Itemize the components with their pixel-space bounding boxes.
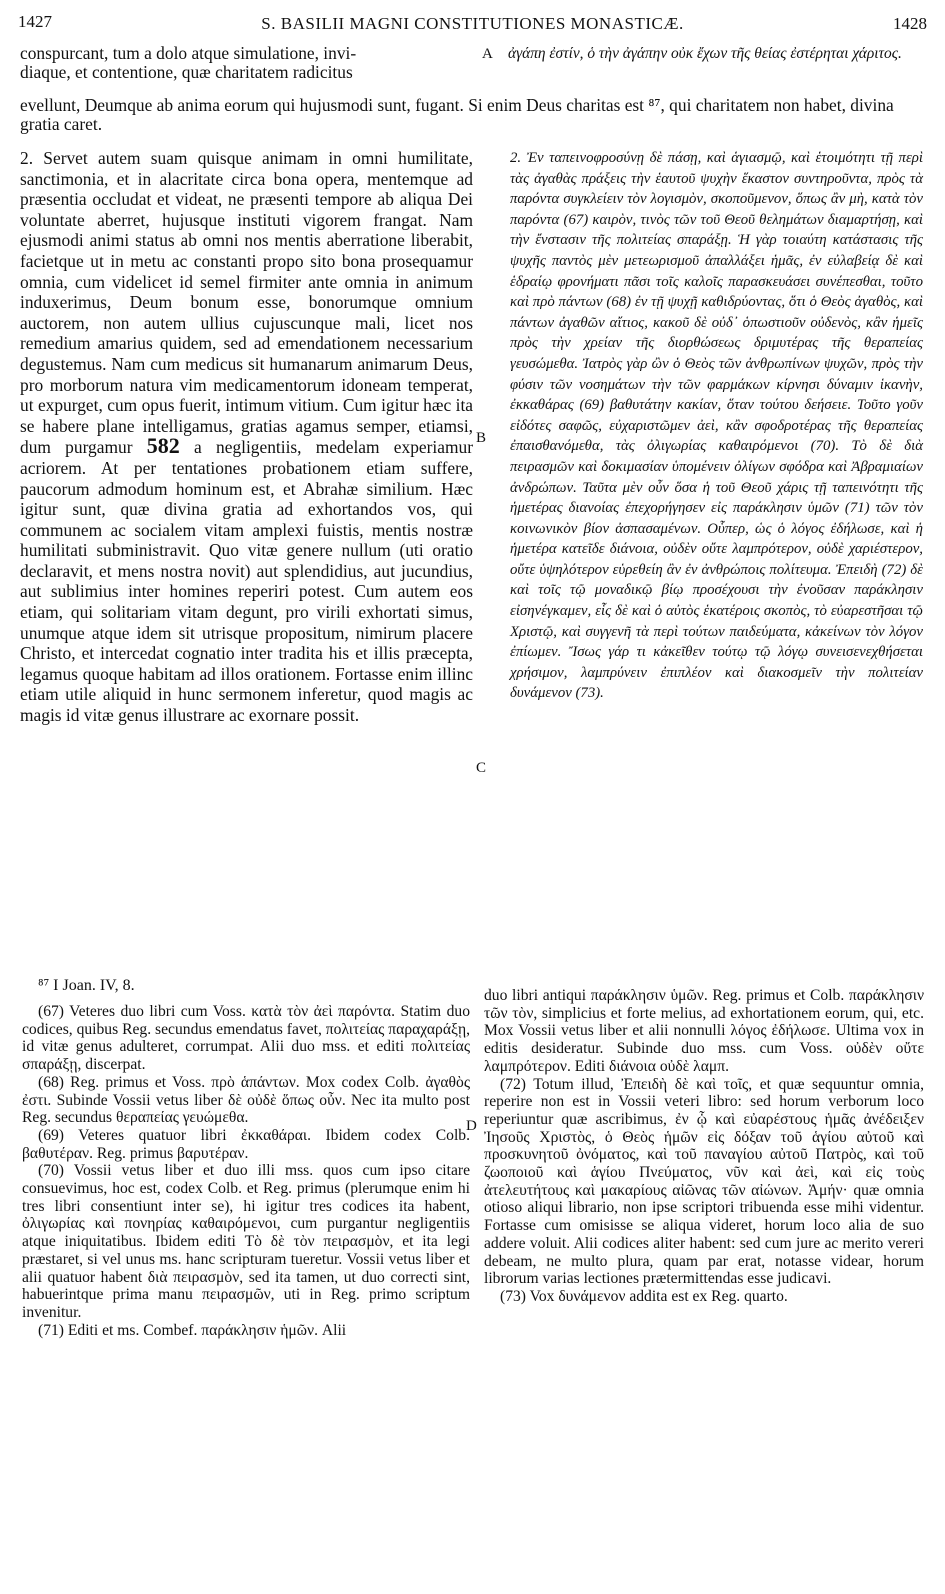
- note-70: (70) Vossii vetus liber et duo illi mss. quos cum ipso citare consuevimus, hoc est, codex Colb. et Reg. primus (plerumque enim hi tres libri consentiunt inter se), hi igitur tres codices ita habent, ὀλιγωρίας καὶ πονηρίας καθαιρόμενοι, cum purgantur negligentiis atque iniquitatibus. Ibidem editi Τὸ δὲ τὸν πειρασμὸν, et ita legi præstaret, si vel unus ms. hanc scripturam tueretur. Vossii vetus liber et alii quatuor habent διὰ πειρασμὸν, sed ita tamen, ut duo correcti sint, habuerintque prima manu πειρασμῶν, uti in Reg. primo scriptum invenitur.: [22, 1162, 470, 1321]
- note-71-start: (71) Editi et ms. Combef. παράκλησιν ἡμῶν. Alii: [38, 1321, 347, 1339]
- margin-marker-c: C: [476, 760, 487, 776]
- note-68: (68) Reg. primus et Voss. πρὸ ἁπάντων. Mox codex Colb. ἀγαθὸς ἐστι. Subinde Vossii vetus liber δὲ οὐδὲ ὅπως οὖν. Nec ita multo post Reg. secundus θεραπείας γευώμεθα.: [22, 1073, 470, 1127]
- note-72: (72) Totum illud, Ἐπειδὴ δὲ καὶ τοῖς, et quæ sequuntur omnia, reperire non est in Vossii veteri libro: sed horum verborum loco reperiuntur quæ ascribimus, ἐν ᾧ καὶ εὐαρέστους ἡμᾶς ἀνέδειξεν Ἰησοῦς Χριστὸς, ὁ Θεὸς ἡμῶν εἰς δόξαν τοῦ ἁγίου αὐτοῦ καὶ προσκυνητοῦ ὀνόματος, καὶ τοῦ παναγίου αὐτοῦ Πατρὸς, καὶ τοῦ ζωοποιοῦ καὶ ἁγίου Πνεύματος, νῦν καὶ ἀεὶ, καὶ εἰς τοὺς ἀτελευτήτους καὶ μακαρίους αἰῶνας τῶν αἰώνων. Ἀμήν· quæ omnia otioso aliqui librario, non ipse scriptori tribuenda esse mihi videntur. Fortasse cum omisisse se aliqua videret, horum loco alia de suo addere voluit. Alii codices aliter habent: sed cum jure ac merito vereri debeam, ne multo plura, quam par erat, notasse videar, horum librorum varias lectiones prætermittendas esse judicavi.: [484, 1075, 924, 1288]
- note-73: (73) Vox δυνάμενον addita est ex Reg. quarto.: [500, 1287, 788, 1305]
- page-number-left: 1427: [18, 12, 52, 31]
- column-number-582: 582: [146, 433, 180, 459]
- latin-top-line-2: diaque, et contentione, quæ charitatem radicitus: [20, 62, 353, 82]
- greek-top-text: ἀγάπη ἐστίν, ὁ τὴν ἀγάπην οὐκ ἔχων τῆς θείας ἐστέρηται χάριτος.: [508, 45, 902, 62]
- page-number-right: 1428: [893, 14, 927, 33]
- latin-column: [20, 148, 473, 726]
- running-title: S. BASILII MAGNI CONSTITUTIONES MONASTICÆ.: [261, 14, 684, 33]
- latin-full-width-text: evellunt, Deumque ab anima eorum qui hujusmodi sunt, fugant. Si enim Deus charitas est ⁸⁷, qui charitatem non habet, divina gratia caret.: [20, 95, 894, 134]
- greek-column: 2. Ἐν ταπεινοφροσύνῃ δὲ πάσῃ, καὶ ἁγιασμῷ, καὶ ἑτοιμότητι τῇ περὶ τὰς ἀγαθὰς πράξεις τὴν ἑαυτοῦ ψυχὴν ἕκαστον συντηροῦντα, πρὸς τὰ παρόντα συγκλείειν τὸν λογισμὸν, σκοποῦμενον, ὅπως ἂν μὴ, κατὰ τὸν παρόντα (67) καιρὸν, τινὸς τῶν τοῦ Θεοῦ θελημάτων διαμαρτήσῃ, καὶ τὴν ἔνστασιν τῆς πολιτείας σπαράξῃ. Ἡ γὰρ τοιαύτη κατάστασις τῆς ψυχῆς παντὸς μὲν μετεωρισμοῦ ἀπαλλάξει ἡμᾶς, ἐν εὐλαβείᾳ δὲ καὶ ἑδραίῳ φρονήματι πᾶσι τοῖς καλοῖς παρασκευάσει συνέπεσθαι, τοῦτο καὶ πρὸ πάντων (68) ἐν τῇ ψυχῇ καθιδρύοντας, ὅτι ὁ Θεὸς ἀγαθὸς, καὶ πάντων ἀγαθῶν αἴτιος, κακοῦ δὲ οὐδ᾽ ὁπωστιοῦν οὐδενὸς, κἂν ἡμεῖς πρὸς τὴν χρείαν τῆς διορθώσεως δριμυτέρας τῆς θεραπείας γευσώμεθα. Ἰατρὸς γὰρ ὢν ὁ Θεὸς τῶν ἀνθρωπίνων ψυχῶν, πρὸς τὴν φύσιν τῶν νοσημάτων τὴν τῶν φαρμάκων κίρνησι δύναμιν ἱκανὴν, ἐκκαθάρας (69) βαθυτάτην κακίαν, ὅταν τούτου δεήσειε. Τοῦτο γοῦν εἰδότες σαφῶς, εὐχαριστῶμεν ἀεὶ, κἂν σφοδροτέρας τῆς θεραπείας ἐπαισθανόμεθα, τὰς ὀλιγωρίας καθαιρόμενοι (70). Τὸ δὲ διὰ πειρασμῶν καὶ δοκιμασίαν ὑπομένειν ὀλίγων σφόδρα καὶ Ἀβραμιαίων ἀνδρώπων. Ταῦτα μὲν οὖν ὅσα ἡ τοῦ Θεοῦ χάρις τῇ ταπεινότητι τῆς ἡμετέρας διανοίας ἐπεχορήγησεν εἰς παράκλησιν ὑμῶν (71) τῶν τὸν κοινωνικὸν βίον ἀσπασαμένων. Οὗπερ, ὡς ὁ λόγος ἐδήλωσε, καὶ ἡ ἡμετέρα κατεῖδε διάνοια, οὐδὲν οὔτε λαμπρότερον, οὐδὲ χαριέστερον, οὔτε ὑψηλότερον εὑρεθείη ἂν ἐν ἀνθρώποις πολίτευμα. Ἐπειδὴ (72) δὲ καὶ τοῖς τῷ μοναδικῷ βίῳ προσέχουσι τὴν ἐνοῦσαν παράκλησιν εἰσηνέγκαμεν, εἷς δὲ καὶ ὁ αὐτὸς ἑκατέροις σκοπὸς, τὸ εὐαρεστῆσαι τῷ Χριστῷ, καὶ συγγενῆ τὰ περὶ τούτων παιδεύματα, κἀκείνων τὸν λόγον ἐπίωμεν. Ἴσως γάρ τι κἀκεῖθεν τούτῳ τῷ λόγῳ συνεισενεχθήσεται χρήσιμον, λαμπρύνειν ἐπιπλέον καὶ διακοσμεῖν τὴν πολιτείαν δυνάμενον (73).: [510, 150, 923, 702]
- latin-top-lines: [20, 44, 478, 82]
- latin-paragraph-2b: a negligentiis, medelam experiamur acriorem. At per tentationes probationem etiam suffere, paucorum admodum hominum est, et Abrahæ similium. Hæc igitur sunt, quæ divina gratia ad exhortandos vos, qui communem ac socialem vitam amplexi fuistis, mentis nostræ humilitati subministravit. Quo vitæ genere nullum (uti oratio declaravit, et mens nostra novit) aut splendidius, aut jucundius, aut sublimius inter homines reperiri potest. Cum autem eos etiam, qui solitariam vitam degunt, pro virili exhortati simus, unumque atque idem sit utrisque propositum, nimirum placere Christo, et intercedat cognatio inter tradita his et illis præcepta, legamus quoque habitam ad illos orationem. Fortasse enim illinc etiam utile aliquid in hunc sermonem inferetur, quod magis ac magis id vitæ genus illustrare ac exornare possit.: [20, 437, 473, 726]
- margin-marker-d: D: [466, 1118, 477, 1134]
- latin-paragraph-2a: 2. Servet autem suam quisque animam in omni humilitate, sanctimonia, et in alacritate circa bona opera, mentemque ad præsentia occludat et videat, ne præsenti tempore ab aliqua Dei voluntate aberret, hujusque instituti vigorem frangat. Nam ejusmodi animi status ab omni nos mentis aberratione liberabit, facietque ut in metu ac constanti propo sito bona prosequamur omnia, cum videlicet id semel firmiter ante omnia in animum induxerimus, Deum bonum esse, bonorumque omnium auctorem, non autem ullius cujuscunque mali, licet nos remedium amarius quidem, sed ad emendationem necessarium degustemus. Nam cum medicus sit humanarum animarum Deus, pro morborum natura vim medicamentorum idoneam temperat, ut expurget, cum opus fuerit, intimum vitium. Cum igitur hæc ita se habere plane intelligamus, gratias agamus semper, etiamsi, dum purgamur: [20, 148, 473, 458]
- margin-marker-b: B: [476, 430, 487, 446]
- footnote-87: ⁸⁷ I Joan. IV, 8.: [38, 977, 135, 994]
- note-71-continued: duo libri antiqui παράκλησιν ὑμῶν. Reg. primus et Colb. παράκλησιν τῶν τὸν, simplicius et forte melius, ad exhortationem eorum, qui, etc. Mox Vossii vetus liber et alii nonnulli λόγος ἐδήλωσε. Ultima vox in editis desideratur. Subinde duo mss. cum Voss. οὐδὲν οὔτε λαμπρότερον. Editi διάνοια οὐδὲ λαμπ.: [484, 987, 924, 1075]
- note-67: (67) Veteres duo libri cum Voss. κατὰ τὸν ἀεὶ παρόντα. Statim duo codices, quibus Reg. secundus emendatus favet, πολιτείας παραχαράξῃ, id vitæ genus adulteret, corrumpat. Alii duo mss. et editi πολιτείας σπαράξῃ, discerpat.: [22, 1003, 470, 1074]
- latin-top-line-1: conspurcant, tum a dolo atque simulatione, invi-: [20, 43, 357, 63]
- note-69: (69) Veteres quatuor libri ἐκκαθάραι. Ibidem codex Colb. βαθυτέραν. Reg. primus βαρυτέραν.: [22, 1126, 470, 1162]
- margin-marker-a: A: [482, 46, 493, 62]
- running-header: [18, 6, 927, 34]
- notes-left-column: [22, 1003, 470, 1339]
- notes-right-column: [484, 987, 924, 1306]
